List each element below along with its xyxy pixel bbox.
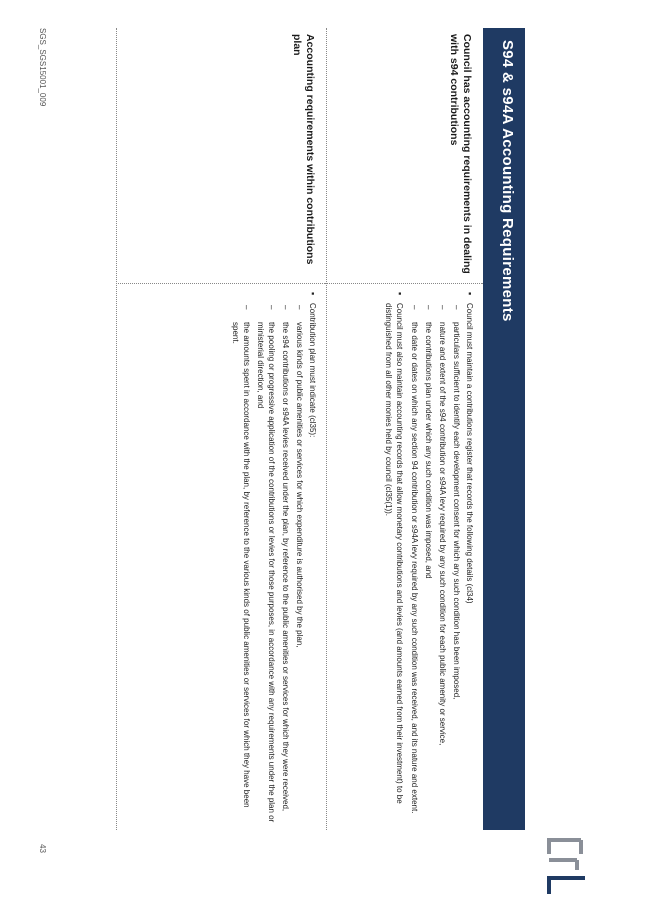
cfl-logo-mark — [543, 836, 587, 898]
column-divider — [118, 283, 326, 284]
list-item — [409, 292, 475, 824]
sub-list-item: – particulars sufficient to identify each development consent for which any such condition has been imposed, — [451, 303, 462, 824]
page-number: 43 — [38, 844, 47, 853]
sub-list — [409, 303, 462, 824]
list-item — [383, 292, 405, 824]
sub-list-item: – the amounts spent in accordance with the plan, by reference to the various kinds of public amenities or services for which they have been spent. — [230, 303, 252, 824]
row-heading: Council has accounting requirements in dealing with s94 contributions — [448, 34, 473, 274]
list-item — [230, 292, 318, 824]
sub-list-item: – nature and extent of the s94 contribution or s94A levy required by any such condition for each public amenity or service, — [437, 303, 448, 824]
table-row — [326, 28, 483, 830]
bullet-text: Council must also maintain accounting records that allow monetary contributions and levies (and amounts earned from their investment) to be distinguished from all other monies held by council (cl35(1)). — [384, 303, 404, 804]
title-banner — [483, 28, 525, 830]
column-divider — [327, 283, 483, 284]
bullet-list — [230, 292, 318, 824]
bullet-list — [383, 292, 475, 824]
page-title: S94 & s94A Accounting Requirements — [499, 40, 516, 322]
sub-list-item: – the date or dates on which any section 94 contribution or s94A levy required by any such condition was received, and its nature and extent. — [409, 303, 420, 824]
sub-list-item: – the s94 contributions or s94A levies received under the plan, by reference to the public amenities or services for which they were received, — [280, 303, 291, 824]
cfl-logo — [543, 836, 587, 898]
document-reference: SGS_SGS15001_009 — [38, 28, 47, 107]
row-content — [226, 292, 318, 824]
bullet-text: Council must maintain a contributions register that records the following details (cl34) — [465, 303, 474, 604]
sub-list-item: – the pooling or progressive application of the contributions or levies for those purposes, in accordance with any requirements under the plan or ministerial direction, and — [255, 303, 277, 824]
row-heading: Accounting requirements within contributions plan — [291, 34, 316, 265]
sub-list-item: – various kinds of public amenities or services for which expenditure is authorised by the plan, — [294, 303, 305, 824]
sub-list-item: – the contributions plan under which any such condition was imposed, and — [423, 303, 434, 824]
sub-list — [230, 303, 305, 824]
row-content — [379, 292, 475, 824]
table-row — [118, 28, 326, 830]
requirements-table — [116, 28, 483, 830]
bullet-text: Contribution plan must indicate (cl35): — [308, 303, 317, 438]
